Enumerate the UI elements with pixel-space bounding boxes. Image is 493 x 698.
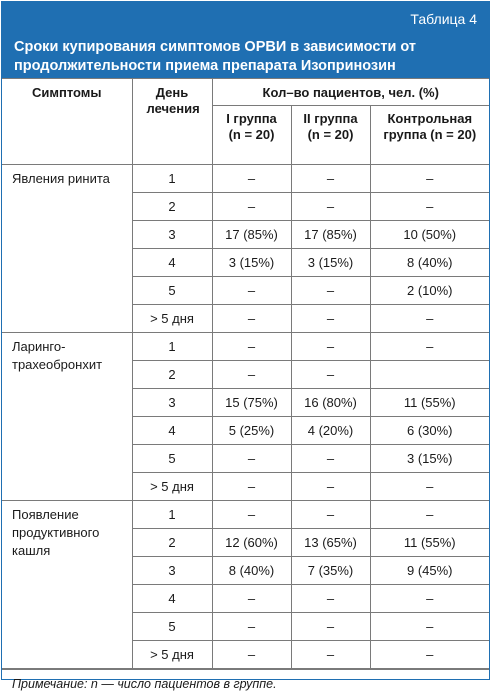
day-cell: 5 xyxy=(132,277,212,305)
control-cell: 10 (50%) xyxy=(370,221,489,249)
group1-cell: – xyxy=(212,305,291,333)
day-cell: 2 xyxy=(132,529,212,557)
table-header-band xyxy=(2,2,489,78)
group1-cell: 15 (75%) xyxy=(212,389,291,417)
group2-cell: – xyxy=(291,473,370,501)
group2-cell: – xyxy=(291,305,370,333)
group1-cell: – xyxy=(212,165,291,193)
group1-cell: – xyxy=(212,193,291,221)
group1-cell: – xyxy=(212,473,291,501)
symptom-cell: Ларинго- трахеобронхит xyxy=(2,333,132,501)
table-row xyxy=(2,333,489,361)
group2-cell: 17 (85%) xyxy=(291,221,370,249)
table-note: Примечание: n — число пациентов в группе. xyxy=(2,669,489,698)
group1-cell: – xyxy=(212,333,291,361)
table-row xyxy=(2,165,489,193)
table-title: Сроки купирования симптомов ОРВИ в зависимости от продолжительности приема препарата Изопринозин xyxy=(14,39,417,74)
group1-cell: 3 (15%) xyxy=(212,249,291,277)
day-cell: 4 xyxy=(132,249,212,277)
col-header-group2: II группа (n = 20) xyxy=(291,106,370,165)
col-header-symptoms: Симптомы xyxy=(2,79,132,165)
day-cell: 5 xyxy=(132,445,212,473)
group2-cell: – xyxy=(291,501,370,529)
day-cell: 1 xyxy=(132,165,212,193)
control-cell: – xyxy=(370,473,489,501)
day-cell: 4 xyxy=(132,417,212,445)
control-cell: 11 (55%) xyxy=(370,389,489,417)
table-number: Таблица 4 xyxy=(410,11,477,27)
group2-cell: – xyxy=(291,361,370,389)
group2-cell: – xyxy=(291,613,370,641)
group2-cell: – xyxy=(291,445,370,473)
control-cell: 9 (45%) xyxy=(370,557,489,585)
group2-cell: – xyxy=(291,277,370,305)
control-cell: – xyxy=(370,641,489,669)
control-cell: 3 (15%) xyxy=(370,445,489,473)
day-cell: 1 xyxy=(132,333,212,361)
col-header-patients: Кол–во пациентов, чел. (%) xyxy=(212,79,489,106)
group1-cell: – xyxy=(212,445,291,473)
group2-cell: 16 (80%) xyxy=(291,389,370,417)
control-cell: – xyxy=(370,501,489,529)
control-cell: 11 (55%) xyxy=(370,529,489,557)
day-cell: 3 xyxy=(132,221,212,249)
control-cell: 8 (40%) xyxy=(370,249,489,277)
day-cell: 2 xyxy=(132,361,212,389)
day-cell: 3 xyxy=(132,389,212,417)
group1-cell: 17 (85%) xyxy=(212,221,291,249)
group1-cell: 12 (60%) xyxy=(212,529,291,557)
control-cell: – xyxy=(370,305,489,333)
control-cell: – xyxy=(370,613,489,641)
group2-cell: – xyxy=(291,333,370,361)
table-body xyxy=(2,165,489,669)
control-cell: – xyxy=(370,333,489,361)
group2-cell: – xyxy=(291,193,370,221)
day-cell: 3 xyxy=(132,557,212,585)
group1-cell: 5 (25%) xyxy=(212,417,291,445)
day-cell: > 5 дня xyxy=(132,641,212,669)
group1-cell: – xyxy=(212,277,291,305)
table-frame xyxy=(1,1,490,691)
control-cell: 6 (30%) xyxy=(370,417,489,445)
col-header-control: Контрольная группа (n = 20) xyxy=(370,106,489,165)
table-row xyxy=(2,501,489,529)
control-cell xyxy=(370,361,489,389)
control-cell: – xyxy=(370,193,489,221)
control-cell: – xyxy=(370,585,489,613)
data-table xyxy=(2,78,489,669)
group1-cell: – xyxy=(212,585,291,613)
day-cell: > 5 дня xyxy=(132,305,212,333)
group2-cell: – xyxy=(291,585,370,613)
day-cell: 4 xyxy=(132,585,212,613)
group2-cell: 4 (20%) xyxy=(291,417,370,445)
col-header-group1: I группа (n = 20) xyxy=(212,106,291,165)
group1-cell: 8 (40%) xyxy=(212,557,291,585)
group2-cell: 3 (15%) xyxy=(291,249,370,277)
day-cell: > 5 дня xyxy=(132,473,212,501)
control-cell: – xyxy=(370,165,489,193)
symptom-cell: Явления ринита xyxy=(2,165,132,333)
group1-cell: – xyxy=(212,501,291,529)
group2-cell: – xyxy=(291,641,370,669)
control-cell: 2 (10%) xyxy=(370,277,489,305)
group1-cell: – xyxy=(212,613,291,641)
group1-cell: – xyxy=(212,361,291,389)
group1-cell: – xyxy=(212,641,291,669)
group2-cell: – xyxy=(291,165,370,193)
day-cell: 5 xyxy=(132,613,212,641)
group2-cell: 13 (65%) xyxy=(291,529,370,557)
symptom-cell: Появление продуктивного кашля xyxy=(2,501,132,669)
group2-cell: 7 (35%) xyxy=(291,557,370,585)
col-header-day: День лечения xyxy=(132,79,212,165)
day-cell: 1 xyxy=(132,501,212,529)
day-cell: 2 xyxy=(132,193,212,221)
